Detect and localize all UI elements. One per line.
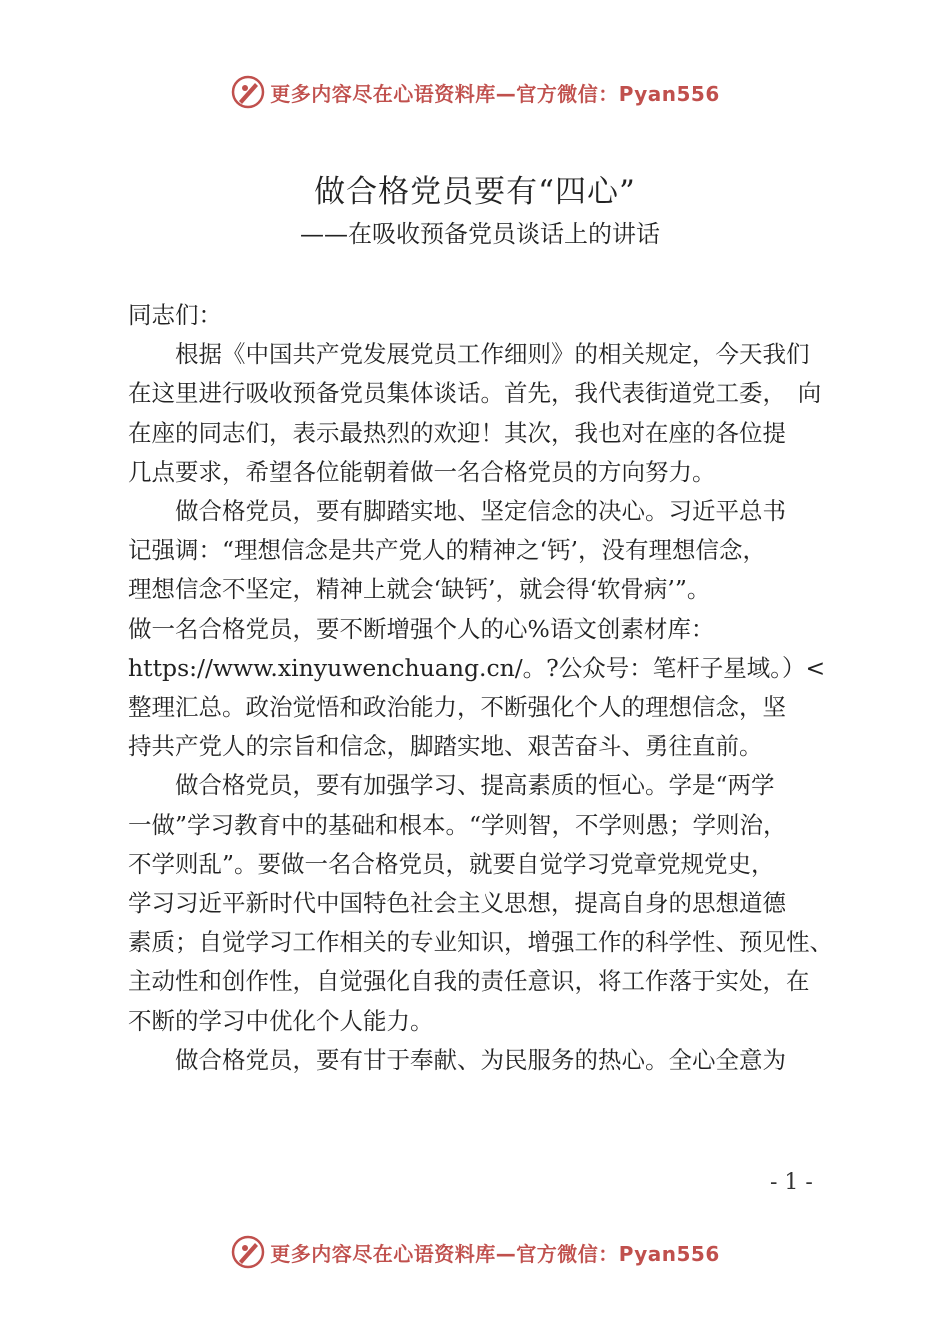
body-line: 根据《中国共产党发展党员工作细则》的相关规定，今天我们: [128, 340, 810, 369]
pen-circle-logo-icon: [230, 1234, 266, 1270]
body-line: 不学则乱”。要做一名合格党员，就要自觉学习党章党规党史，: [128, 849, 775, 878]
paragraph-3: [128, 766, 848, 1040]
body-line: 持共产党人的宗旨和信念，脚踏实地、艰苦奋斗、勇往直前。: [128, 732, 763, 761]
banner-text: 更多内容尽在心语资料库—官方微信：Pyan556: [270, 81, 720, 106]
paragraph-2: [128, 492, 848, 766]
pen-circle-logo-icon: [230, 74, 266, 110]
banner-text: 更多内容尽在心语资料库—官方微信：Pyan556: [270, 1241, 720, 1266]
page-number: - 1 -: [770, 1170, 813, 1195]
body-line: 在这里进行吸收预备党员集体谈话。首先，我代表街道党工委， 向: [128, 379, 822, 408]
body-line: 整理汇总。政治觉悟和政治能力，不断强化个人的理想信念，坚: [128, 693, 786, 722]
body-line: 不断的学习中优化个人能力。: [128, 1006, 434, 1035]
body-line: 在座的同志们，表示最热烈的欢迎！其次，我也对在座的各位提: [128, 418, 786, 447]
greeting: 同志们：: [128, 301, 222, 329]
header-banner: [0, 70, 950, 114]
body-line: 学习习近平新时代中国特色社会主义思想，提高自身的思想道德: [128, 889, 786, 918]
document-title: 做合格党员要有“四心”: [314, 174, 636, 210]
body-line: 一做”学习教育中的基础和根本。“学则智，不学则愚；学则治，: [128, 810, 787, 839]
body-line: 几点要求，希望各位能朝着做一名合格党员的方向努力。: [128, 457, 716, 486]
body-line: 素质；自觉学习工作相关的专业知识，增强工作的科学性、预见性、: [128, 928, 833, 957]
body-line: 记强调：“理想信念是共产党人的精神之‘钙’，没有理想信念，: [128, 536, 766, 565]
document-body: [128, 296, 848, 1080]
paragraph-1: [128, 335, 848, 492]
body-line: 做合格党员，要有脚踏实地、坚定信念的决心。习近平总书: [128, 497, 786, 526]
body-line: https://www.xinyuwenchuang.cn/。?公众号：笔杆子星域。）<: [128, 653, 826, 682]
footer-banner: [0, 1230, 950, 1274]
paragraph-4: [128, 1041, 848, 1080]
body-line: 做合格党员，要有甘于奉献、为民服务的热心。全心全意为: [128, 1045, 786, 1074]
body-line: 做一名合格党员，要不断增强个人的心%语文创素材库：: [128, 614, 715, 643]
body-line: 主动性和创作性，自觉强化自我的责任意识，将工作落于实处，在: [128, 967, 810, 996]
body-line: 做合格党员，要有加强学习、提高素质的恒心。学是“两学: [128, 771, 775, 800]
body-line: 理想信念不坚定，精神上就会‘缺钙’，就会得‘软骨病’”。: [128, 575, 711, 604]
document-subtitle: ——在吸收预备党员谈话上的讲话: [300, 220, 660, 248]
